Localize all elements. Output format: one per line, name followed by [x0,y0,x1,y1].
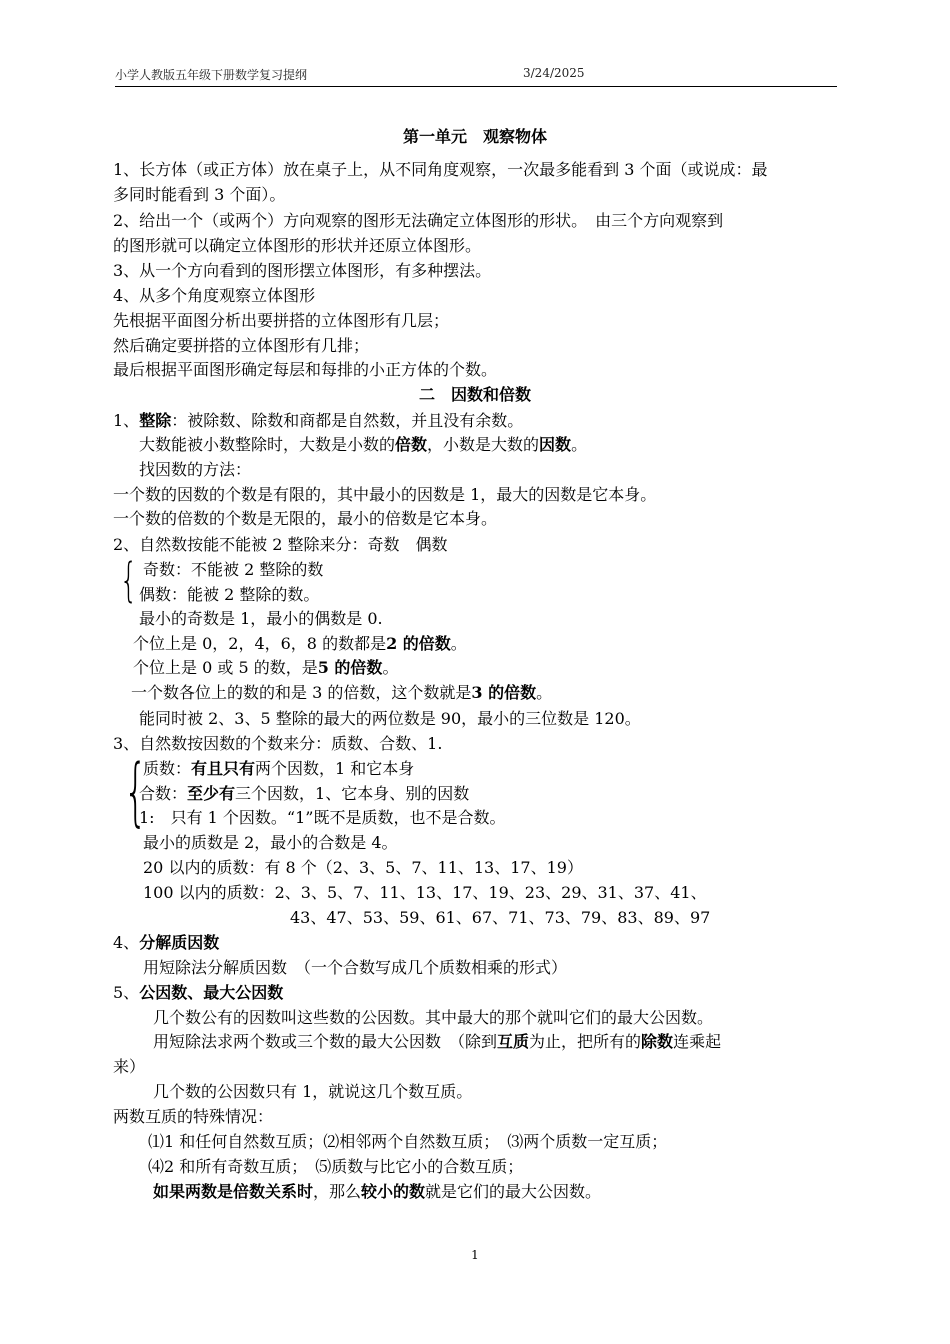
one-definition: 1: 只有 1 个因数。“1”既不是质数，也不是合数。 [139,808,506,827]
unit1-p2a: 2、给出一个（或两个）方向观察的图形无法确定立体图形的形状。 由三个方向观察到 [113,211,724,230]
unit1-p6: 然后确定要拼搭的立体图形有几排； [113,336,370,355]
primes-under-20: 20 以内的质数：有 8 个（2、3、5、7、11、13、17、19） [143,858,583,877]
section5-line: 5、公因数、最大公因数 [113,983,284,1002]
common-factor-definition: 几个数公有的因数叫这些数的公因数。其中最大的那个就叫它们的最大公因数。 [153,1008,714,1027]
unit1-p1a: 1、长方体（或正方体）放在桌子上，从不同角度观察，一次最多能看到 3 个面（或说成：最 [113,160,768,179]
unit1-p7: 最后根据平面图形确定每层和每排的小正方体的个数。 [113,360,498,379]
multiple-of-3: 一个数各位上的数的和是 3 的倍数，这个数就是3 的倍数。 [131,683,553,702]
divisible-by-2-3-5: 能同时被 2、3、5 整除的最大的两位数是 90，最小的三位数是 120。 [139,709,641,728]
section1-factor-count: 一个数的因数的个数是有限的，其中最小的因数是 1，最大的因数是它本身。 [113,485,657,504]
smallest-odd-even: 最小的奇数是 1，最小的偶数是 0. [139,609,383,628]
section1-multiple-factor: 大数能被小数整除时，大数是小数的倍数，小数是大数的因数。 [139,435,588,454]
unit1-p4: 4、从多个角度观察立体图形 [113,286,316,305]
even-definition: 偶数：能被 2 整除的数。 [139,585,320,604]
header-date: 3/24/2025 [523,66,585,80]
multiple-relation-gcd: 如果两数是倍数关系时，那么较小的数就是它们的最大公因数。 [153,1182,602,1201]
term-divisible: 整除 [139,411,172,430]
brace-prime-composite: { [123,749,148,835]
unit1-p3: 3、从一个方向看到的图形摆立体图形，有多种摆法。 [113,261,492,280]
section1-multiple-count: 一个数的倍数的个数是无限的，最小的倍数是它本身。 [113,509,498,528]
prime-definition: 质数：有且只有两个因数，1 和它本身 [143,759,415,778]
section4-line: 4、分解质因数 [113,933,220,952]
coprime-cases-2: ⑷2 和所有奇数互质； ⑸质数与比它小的合数互质； [148,1157,524,1176]
primes-under-100-b: 43、47、53、59、61、67、71、73、79、83、89、97 [290,908,711,927]
coprime-definition: 几个数的公因数只有 1，就说这几个数互质。 [153,1082,473,1101]
odd-definition: 奇数：不能被 2 整除的数 [143,560,324,579]
unit1-p5: 先根据平面图分析出要拼搭的立体图形有几层； [113,311,450,330]
brace-odd-even: { [119,553,138,607]
coprime-cases-1: ⑴1 和任何自然数互质；⑵相邻两个自然数互质； ⑶两个质数一定互质； [148,1132,668,1151]
page-header [115,66,837,87]
primes-under-100-a: 100 以内的质数：2、3、5、7、11、13、17、19、23、29、31、37、41、 [143,883,707,902]
section3-line: 3、自然数按因数的个数来分：质数、合数、1. [113,734,443,753]
section1-line: 1、整除：被除数、除数和商都是自然数，并且没有余数。 [113,411,524,430]
header-title: 小学人教版五年级下册数学复习提纲 [115,68,308,82]
unit1-p2b: 的图形就可以确定立体图形的形状并还原立体图形。 [113,236,482,255]
unit1-title: 第一单元 观察物体 [402,127,547,146]
section4-method: 用短除法分解质因数 （一个合数写成几个质数相乘的形式） [143,958,568,977]
section2-line: 2、自然数按能不能被 2 整除来分：奇数 偶数 [113,535,448,554]
unit1-p1b: 多同时能看到 3 个面）。 [113,185,286,204]
page-number: 1 [471,1248,479,1262]
coprime-special: 两数互质的特殊情况： [113,1107,274,1126]
unit2-title: 二 因数和倍数 [418,385,531,404]
multiple-of-5: 个位上是 0 或 5 的数，是5 的倍数。 [133,658,399,677]
composite-definition: 合数：至少有三个因数，1、它本身、别的因数 [139,784,470,803]
multiple-of-2: 个位上是 0，2，4，6，8 的数都是2 的倍数。 [133,634,467,653]
smallest-prime-composite: 最小的质数是 2，最小的合数是 4。 [143,833,398,852]
section1-method: 找因数的方法： [139,460,252,479]
gcd-method: 用短除法求两个数或三个数的最大公因数 （除到互质为止，把所有的除数连乘起 [153,1032,722,1051]
gcd-method-cont: 来） [113,1057,146,1076]
